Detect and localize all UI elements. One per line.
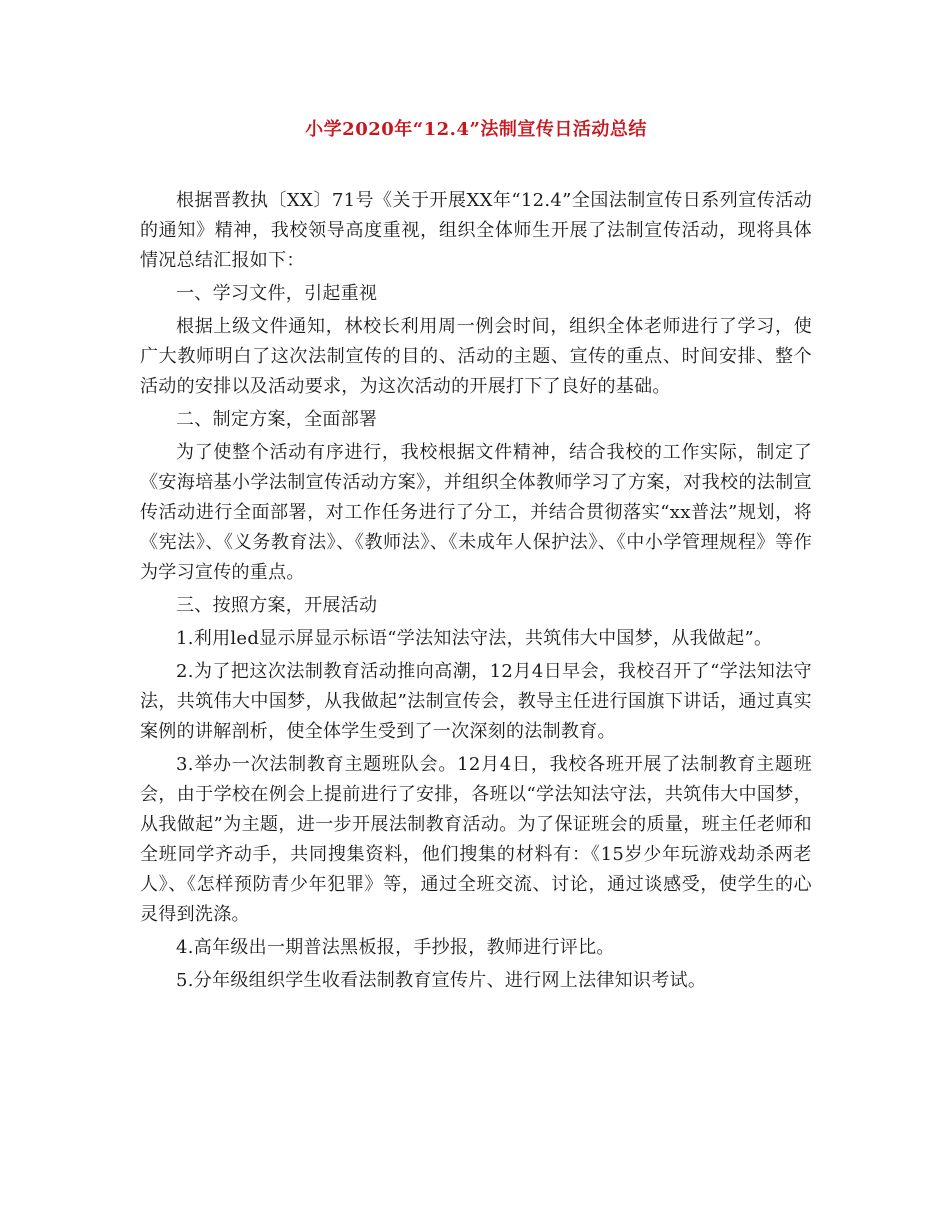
document-title: 小学2020年“12.4”法制宣传日活动总结 — [305, 119, 647, 140]
list-item-3: 3.举办一次法制教育主题班队会。12月4日，我校各班开展了法制教育主题班会，由于学校在例会上提前进行了安排，各班以“学法知法守法，共筑伟大中国梦，从我做起”为主题，进一步开展法制教育活动。为了保证班会的质量，班主任老师和全班同学齐动手，共同搜集资料，他们搜集的材料有：《15岁少年玩游戏劫杀两老人》、《怎样预防青少年犯罪》等，通过全班交流、讨论，通过谈感受，使学生的心灵得到洗涤。 — [140, 754, 812, 925]
section-heading-3: 三、按照方案，开展活动 — [176, 595, 378, 616]
list-item-5: 5.分年级组织学生收看法制教育宣传片、进行网上法律知识考试。 — [176, 970, 707, 991]
paragraph-study: 根据上级文件通知，林校长利用周一例会时间，组织全体老师进行了学习，使广大教师明白了这次法制宣传的目的、活动的主题、宣传的重点、时间安排、整个活动的安排以及活动要求，为这次活动的开展打下了良好的基础。 — [140, 316, 812, 397]
list-item-4: 4.高年级出一期普法黑板报，手抄报，教师进行评比。 — [176, 937, 615, 958]
paragraph-plan: 为了使整个活动有序进行，我校根据文件精神，结合我校的工作实际，制定了《安海培基小学法制宣传活动方案》，并组织全体教师学习了方案，对我校的法制宣传活动进行全面部署，对工作任务进行了分工，并结合贯彻落实“xx普法”规划，将《宪法》、《义务教育法》、《教师法》、《未成年人保护法》、《中小学管理规程》等作为学习宣传的重点。 — [140, 442, 812, 583]
document-page — [140, 118, 812, 999]
section-heading-1: 一、学习文件，引起重视 — [176, 283, 378, 304]
paragraph-intro: 根据晋教执〔XX〕71号《关于开展XX年“12.4”全国法制宣传日系列宣传活动的通知》精神，我校领导高度重视，组织全体师生开展了法制宣传活动，现将具体情况总结汇报如下： — [140, 190, 812, 271]
list-item-1: 1.利用led显示屏显示标语“学法知法守法，共筑伟大中国梦，从我做起”。 — [176, 628, 773, 649]
list-item-2: 2.为了把这次法制教育活动推向高潮，12月4日早会，我校召开了“学法知法守法，共筑伟大中国梦，从我做起”法制宣传会，教导主任进行国旗下讲话，通过真实案例的讲解剖析，使全体学生受到了一次深刻的法制教育。 — [140, 661, 812, 742]
section-heading-2: 二、制定方案，全面部署 — [176, 409, 378, 430]
